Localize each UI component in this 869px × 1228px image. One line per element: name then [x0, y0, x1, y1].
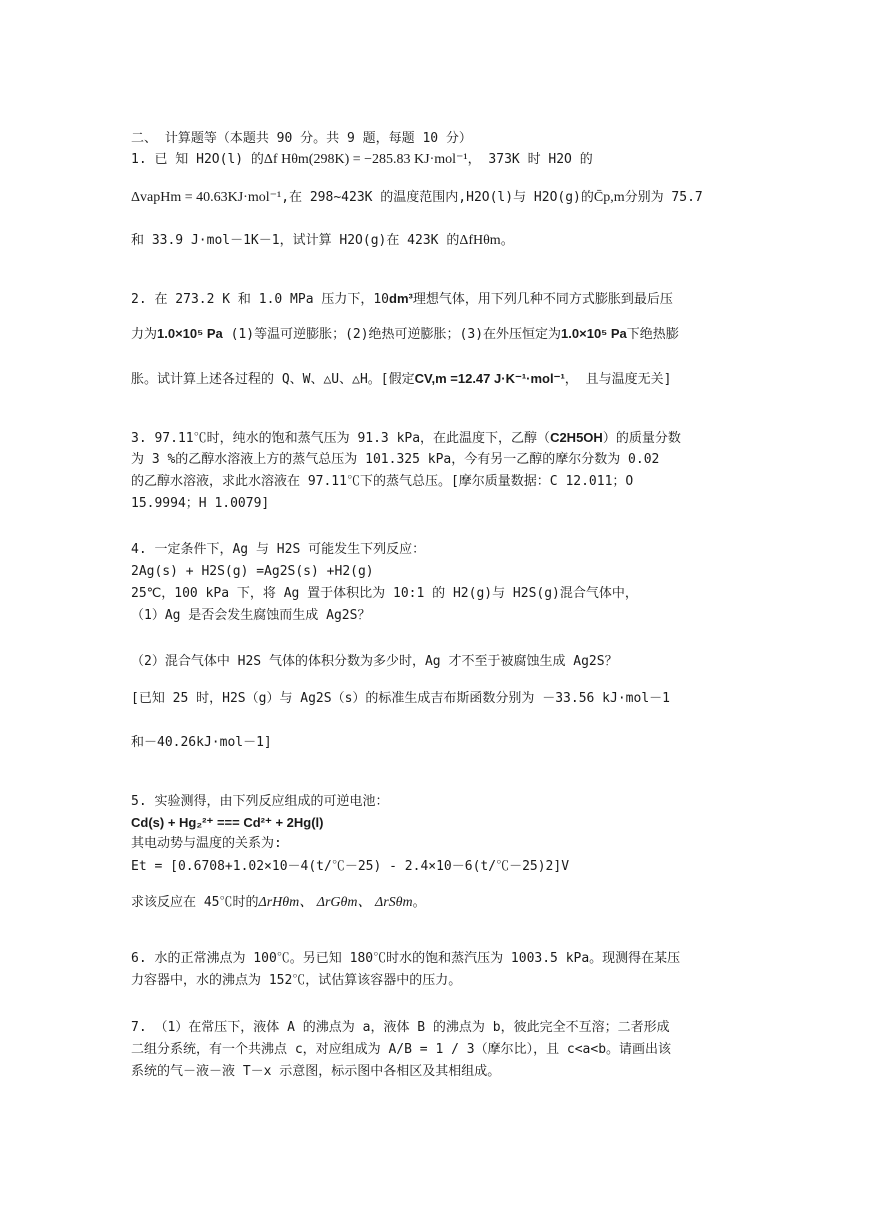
q2-line-2: [131, 326, 679, 343]
q5-line-3: 其电动势与温度的关系为:: [131, 836, 282, 851]
q2-text-e: 下绝热膨: [626, 327, 679, 342]
q6-line-1: 6. 水的正常沸点为 100℃。另已知 180℃时水的饱和蒸汽压为 1003.5 kPa。现测得在某压: [131, 951, 681, 966]
q2-formula-pressure-1: 1.0×10⁵ Pa: [157, 326, 223, 341]
q2-text-d: (1)等温可逆膨胀；(2)绝热可逆膨胀；(3)在外压恒定为: [222, 327, 562, 342]
q5-formula-reaction: Cd(s) + Hg₂²⁺ === Cd²⁺ + 2Hg(l): [131, 815, 324, 830]
q1-text-c: ,在 298~423K 的温度范围内,H2O(l)与 H2O(g)的: [281, 190, 594, 205]
q5-emf-equation: Et = [0.6708+1.02×10－4(t/℃－25) - 2.4×10－6(t/℃－25)2]V: [131, 859, 570, 874]
q2-text-g: ， 且与温度无关]: [564, 372, 672, 387]
section-title: 二、 计算题等（本题共 90 分。共 9 题，每题 10 分）: [131, 131, 472, 146]
q3-text-b: ）的质量分数: [602, 431, 681, 446]
q7-line-1: 7. （1）在常压下，液体 A 的沸点为 a，液体 B 的沸点为 b，彼此完全不互溶；二者形成: [131, 1020, 670, 1035]
q1-line-1: [131, 152, 593, 168]
q4-given-data: [已知 25 时，H2S（g）与 Ag2S（s）的标准生成吉布斯函数分别为 －33.56 kJ·mol－1: [131, 691, 670, 706]
q7-line-2: 二组分系统，有一个共沸点 c，对应组成为 A/B = 1 / 3（摩尔比），且 c<a<b。请画出该: [131, 1042, 672, 1057]
q4-subquestion-1: （1）Ag 是否会发生腐蚀而生成 Ag2S？: [131, 608, 371, 623]
q2-text-f: 胀。试计算上述各过程的 Q、W、△U、△H。[假定: [131, 372, 415, 387]
q5-cell-reaction: [131, 815, 324, 832]
q3-line-1: [131, 430, 681, 447]
q3-line-2: 为 3 %的乙醇水溶液上方的蒸气总压为 101.325 kPa，今有另一乙醇的摩尔分数为 0.02: [131, 452, 660, 467]
q3-line-3: 的乙醇水溶液，求此水溶液在 97.11℃下的蒸气总压。[摩尔质量数据：C 12.011；O: [131, 474, 634, 489]
q2-line-3: [131, 371, 671, 388]
q2-text-c: 力为: [131, 327, 158, 342]
q5-line-5: [131, 895, 426, 911]
q3-text-a: 3. 97.11℃时，纯水的饱和蒸气压为 91.3 kPa，在此温度下，乙醇（: [131, 431, 551, 446]
q5-formula-thermo: ΔrHθm、 ΔrGθm、 ΔrSθm: [258, 895, 413, 910]
q5-text-d: 求该反应在 45℃时的: [131, 895, 259, 910]
q4-line-3: 25℃，100 kPa 下，将 Ag 置于体积比为 10:1 的 H2(g)与 H2S(g)混合气体中，: [131, 586, 638, 601]
q1-text-a: 1. 已 知 H2O(l) 的: [131, 152, 264, 167]
q2-line-1: [131, 291, 673, 308]
q2-formula-volume: dm³: [389, 291, 413, 306]
q6-line-2: 力容器中，水的沸点为 152℃，试估算该容器中的压力。: [131, 973, 462, 988]
q1-formula-enthalpy: Δf Hθm(298K) = −285.83 KJ·mol⁻¹: [263, 152, 468, 167]
q2-formula-cvm: CV,m =12.47 J·K⁻¹·mol⁻¹: [414, 371, 565, 386]
q1-line-2: [131, 190, 703, 206]
q5-line-1: 5. 实验测得，由下列反应组成的可逆电池：: [131, 794, 389, 809]
q1-text-d: 分别为 75.7: [624, 190, 703, 205]
q3-line-4: 15.9994；H 1.0079]: [131, 496, 270, 511]
q4-reaction: 2Ag(s) + H2S(g) =Ag2S(s) +H2(g): [131, 564, 374, 579]
q5-text-e: 。: [412, 895, 426, 910]
q2-formula-pressure-2: 1.0×10⁵ Pa: [561, 326, 627, 341]
q1-formula-vap: ΔvapHm = 40.63KJ·mol⁻¹: [131, 190, 282, 205]
q4-subquestion-2: （2）混合气体中 H2S 气体的体积分数为多少时，Ag 才不至于被腐蚀生成 Ag2S？: [131, 654, 618, 669]
q1-text-e: 和 33.9 J·mol－1K－1，试计算 H2O(g)在 423K 的: [131, 233, 460, 248]
q4-line-1: 4. 一定条件下，Ag 与 H2S 可能发生下列反应：: [131, 542, 426, 557]
q1-text-f: 。: [500, 233, 514, 248]
q7-line-3: 系统的气－液－液 T－x 示意图，标示图中各相区及其相组成。: [131, 1064, 501, 1079]
q1-formula-formation: ΔfHθm: [459, 233, 501, 248]
q1-text-b: ， 373K 时 H2O 的: [467, 152, 593, 167]
q1-line-3: [131, 233, 514, 249]
q1-formula-cp: C̄p,m: [593, 190, 625, 205]
q3-formula-ethanol: C2H5OH: [550, 430, 603, 445]
q4-given-data-cont: 和－40.26kJ·mol－1]: [131, 735, 272, 750]
q2-text-a: 2. 在 273.2 K 和 1.0 MPa 压力下，10: [131, 292, 390, 307]
q2-text-b: 理想气体，用下列几种不同方式膨胀到最后压: [412, 292, 673, 307]
